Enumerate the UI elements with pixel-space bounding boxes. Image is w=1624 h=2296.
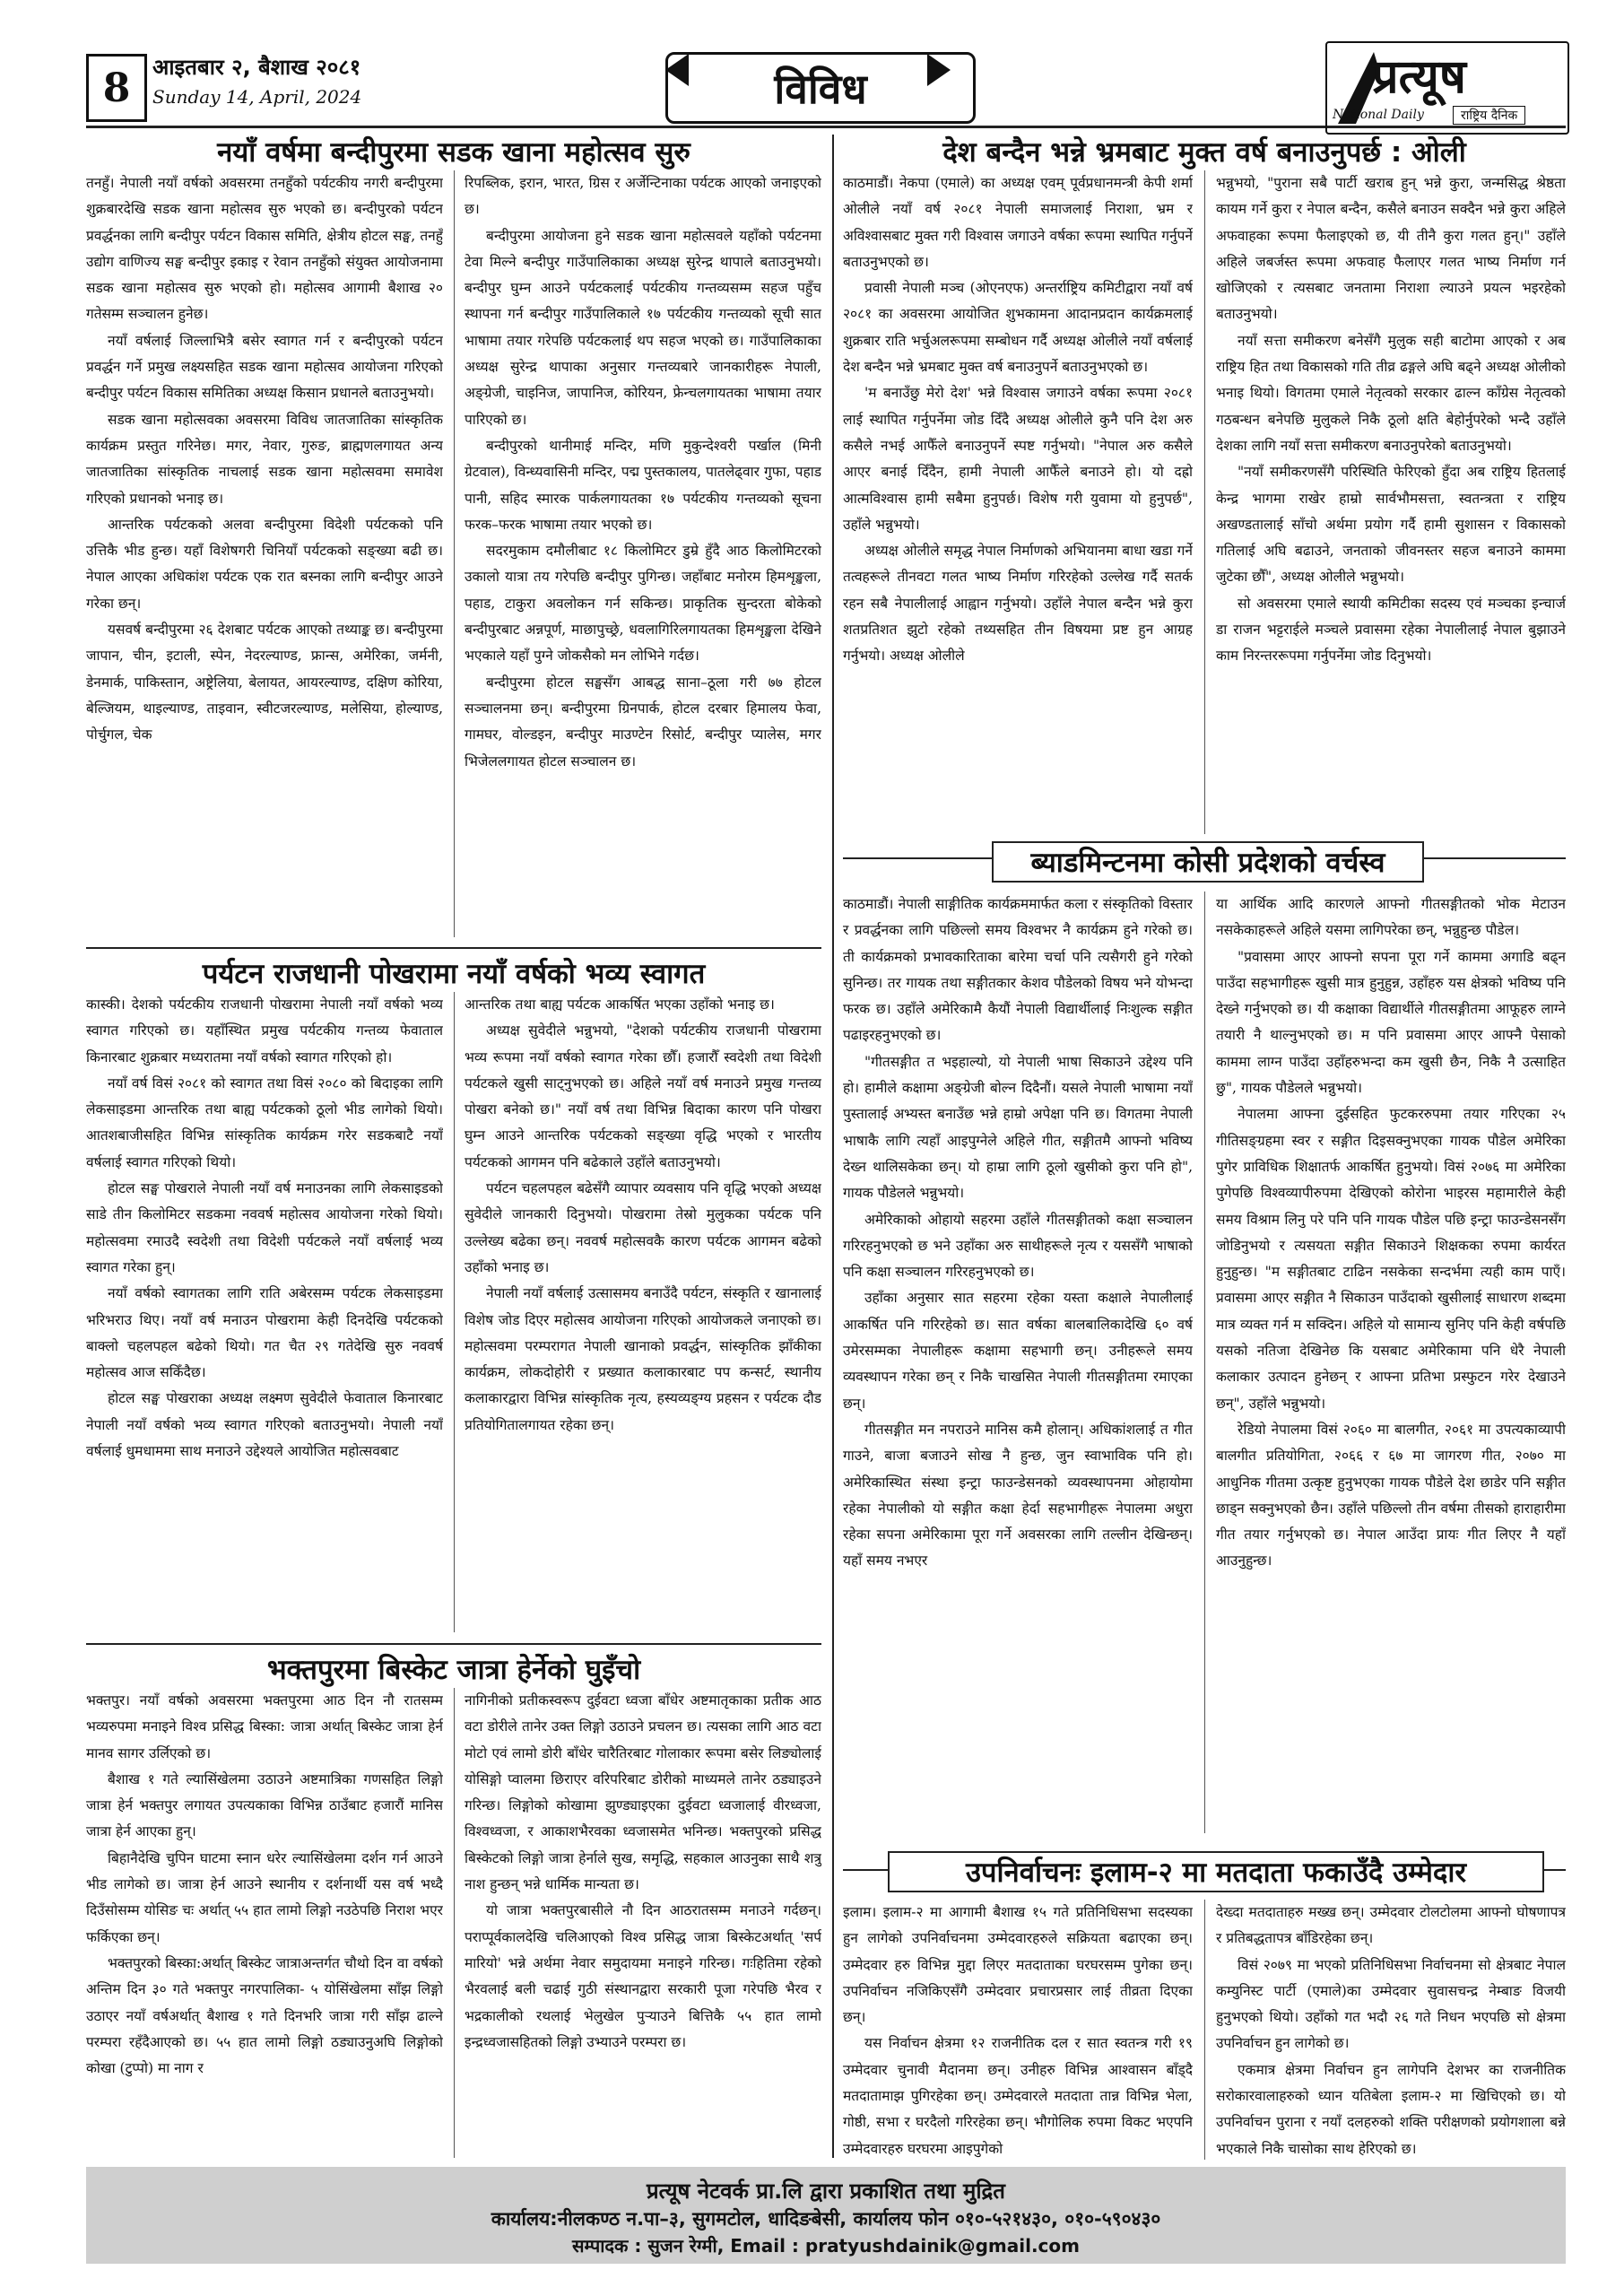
pokhara-col-2 [465,992,821,1632]
paragraph: देख्दा मतदाताहरु मख्ख छन्। उम्मेदवार टोलटोलमा आफ्नो घोषणापत्र र प्रतिबद्धतापत्र बाँडिरहेका छन्। [1216,1904,1566,1947]
paragraph: नेपालमा आफ्ना दुईसहित फुटकररुपमा तयार गरिएका २५ गीतिसङ्ग्रहमा स्वर र सङ्गीत दिइसक्नुभएका गायक पौडेल अमेरिका पुगेर प्राविधिक शिक्षातर्फ आकर्षित हुनुभयो। विसं २०७६ मा अमेरिका पुगेपछि विश्वव्यापीरुपमा देखिएको कोरोना भाइरस महामारीले केही समय विश्राम लिनु परे पनि पनि गायक पौडेल पछि इन्ट्रा फाउन्डेसनसँग जोडिनुभयो र त्यसयता सङ्गीत सिकाउने शिक्षकका रुपमा कार्यरत हुनुहुन्छ। "म सङ्गीतबाट टाढिन नसकेका सन्दर्भमा त्यही काम पाएँ। प्रवासमा आएर सङ्गीत नै सिकाउन पाउँदाको खुसीलाई साधारण शब्दमा मात्र व्यक्त गर्न म सक्दिन। अहिले यो सामान्य सुनिए पनि केही वर्षपछि यसको नतिजा देखिनेछ कि यसबाट अमेरिकामा पनि धेरै नेपाली कलाकार उत्पादन हुनेछन् र आफ्ना प्रतिभा प्रस्फुटन गरेर देखाउने छन्", उहाँले भन्नुभयो। [1216,1106,1566,1412]
paragraph: "नयाँ समीकरणसँगै परिस्थिति फेरिएको हुँदा अब राष्ट्रिय हितलाई केन्द्र भागमा राखेर हाम्रो सार्वभौमसत्ता, स्वतन्त्रता र राष्ट्रिय अखण्डतालाई साँचो अर्थमा प्रयोग गर्दै हामी सुशासन र विकासको गतिलाई अघि बढाउने, जनताको जीवनस्तर सहज बनाउने काममा जुटेका छौँ", अध्यक्ष ओलीले भन्नुभयो। [1216,464,1566,586]
paragraph: बैशाख १ गते ल्यासिंखेलमा उठाउने अष्टमात्रिका गणसहित लिङ्गो जात्रा हेर्न भक्तपुर लगायत उपत्यकाका विभिन्न ठाउँबाट हजारौं मानिस जात्रा हेर्न आएका हुन्। [86,1770,443,1840]
column-divider [1204,891,1205,1833]
paragraph: आन्तरिक तथा बाह्य पर्यटक आकर्षित भएका उहाँको भनाइ छ। [465,996,775,1013]
column-divider [454,992,455,1632]
headline-pokhara: पर्यटन राजधानी पोखरामा नयाँ वर्षको भव्य स्वागत [202,958,706,990]
paragraph: होटल सङ्घ पोखराका अध्यक्ष लक्ष्मण सुवेदीले फेवाताल किनारबाट नेपाली नयाँ वर्षको भव्य स्वागत गरिएको बताउनुभयो। नेपाली नयाँ वर्षलाई धुमधाममा साथ मनाउने उद्देश्यले आयोजित महोत्सवबाट [86,1390,443,1460]
oli-col-2 [1216,170,1566,834]
paragraph: रिपब्लिक, इरान, भारत, ग्रिस र अर्जेन्टिनाका पर्यटक आएको जनाइएको छ। [465,175,821,218]
paragraph: अमेरिकाको ओहायो सहरमा उहाँले गीतसङ्गीतको कक्षा सञ्चालन गरिरहनुभएको छ भने उहाँका अरु साथीहरूले नृत्य र यससँगै भाषाको पनि कक्षा सञ्चालन गरिरहनुभएको छ। [843,1211,1193,1281]
headline-bandipur: नयाँ वर्षमा बन्दीपुरमा सडक खाना महोत्सव सुरु [217,136,690,169]
ilam-col-1 [843,1900,1193,2160]
paragraph: नागिनीको प्रतीकस्वरूप दुईवटा ध्वजा बाँधेर अष्टमातृकाका प्रतीक आठ वटा डोरीले तानेर उक्त लिङ्गो उठाउने प्रचलन छ। त्यसका लागि आठ वटा मोटो एवं लामो डोरी बाँधेर चारैतिरबाट गोलाकार रूपमा बसेर लिङ्योलाई योसिङ्गो प्वालमा छिराएर वरिपरिबाट डोरीको माध्यमले तानेर ठड्याइउने गरिन्छ। लिङ्गोको कोखामा झुण्ड्याइएका दुईवटा ध्वजालाई वीरध्वजा, विश्वध्वजा, र आकाशभैरवका ध्वजासमेत भनिन्छ। भक्तपुरको प्रसिद्ध बिस्केटको लिङ्गो जात्रा हेर्नाले सुख, समृद्धि, सहकाल आउनुका साथै शत्रु नाश हुन्छन् भन्ने धार्मिक मान्यता छ। [465,1692,821,1893]
paragraph: पर्यटन चहलपहल बढेसँगै व्यापार व्यवसाय पनि वृद्धि भएको अध्यक्ष सुवेदीले जानकारी दिनुभयो। पोखरामा तेस्रो मुलुकका पर्यटक पनि उल्लेख्य बढेका छन्। नववर्ष महोत्सवकै कारण पर्यटक आगमन बढेको उहाँको भनाइ छ। [465,1180,821,1275]
paragraph: भक्तपुर। नयाँ वर्षको अवसरमा भक्तपुरमा आठ दिन नौ रातसम्म भव्यरुपमा मनाइने विश्व प्रसिद्ध बिस्का: जात्रा अर्थात् बिस्केट जात्रा हेर्न मानव सागर उर्लिएको छ। [86,1692,443,1761]
page-number: 8 [86,54,147,122]
oli-col-1 [843,170,1193,834]
paragraph: नयाँ वर्ष विसं २०८१ को स्वागत तथा विसं २०८० को बिदाइका लागि लेकसाइडमा आन्तरिक तथा बाह्य पर्यटकको ठूलो भीड लागेको थियो। आतशबाजीसहित विभिन्न सांस्कृतिक कार्यक्रम गरेर सडकबाटै नयाँ वर्षलाई स्वागत गरिएको थियो। [86,1074,443,1170]
bandipur-col-1 [86,170,443,937]
paragraph: अध्यक्ष ओलीले समृद्ध नेपाल निर्माणको अभियानमा बाधा खडा गर्ने तत्वहरूले तीनवटा गलत भाष्य निर्माण गरिरहेको उल्लेख गर्दै सतर्क रहन सबै नेपालीलाई आह्वान गर्नुभयो। उहाँले नेपाल बन्दैन भन्ने कुरा शतप्रतिशत झुटो रहेको तथ्यसहित तीन विषयमा प्रष्ट हुन आग्रह गर्नुभयो। अध्यक्ष ओलीले [843,543,1193,665]
page-footer [86,2167,1566,2264]
paragraph: नयाँ वर्षलाई जिल्लाभित्रै बसेर स्वागत गर्न र बन्दीपुरको पर्यटन प्रवर्द्धन गर्ने प्रमुख लक्ष्यसहित सडक खाना महोत्सव आयोजना गरिएको बन्दीपुर पर्यटन विकास समितिका अध्यक्ष किसान प्रधानले बताउनुभयो। [86,332,443,402]
paragraph: भन्नुभयो, "पुराना सबै पार्टी खराब हुन् भन्ने कुरा, जन्मसिद्ध श्रेष्ठता कायम गर्ने कुरा र नेपाल बन्दैन, कसैले बनाउन सक्दैन भन्ने कुरा अहिले अफवाहका रूपमा फैलाइएको छ, यी तीनै कुरा गलत हुन्।" उहाँले अहिले जबर्जस्त रूपमा अफवाह फैलाएर गलत भाष्य निर्माण गर्न खोजिएको र त्यसबाट जनतामा निराशा ल्याउने प्रयत्न भइरहेको बताउनुभयो। [1216,175,1566,323]
paragraph: रेडियो नेपालमा विसं २०६० मा बालगीत, २०६१ मा उपत्यकाव्यापी बालगीत प्रतियोगिता, २०६६ र ६७ मा जागरण गीत, २०७० मा आधुनिक गीतमा उत्कृष्ट हुनुभएका गायक पौडेले देश छाडेर पनि सङ्गीत छाड्न सक्नुभएको छैन। उहाँले पछिल्लो तीन वर्षमा तीसको हाराहारीमा गीत तयार गर्नुभएको छ। नेपाल आउँदा प्रायः गीत लिएर नै यहाँ आउनुहुन्छ। [1216,1421,1566,1570]
headline-badminton: ब्याडमिन्टनमा कोसी प्रदेशको वर्चस्व [992,841,1424,883]
bhaktapur-col-1 [86,1688,443,2158]
paragraph: यस निर्वाचन क्षेत्रमा १२ राजनीतिक दल र सात स्वतन्त्र गरी १९ उम्मेदवार चुनावी मैदानमा छन्। उनीहरु विभिन्न आश्वासन बाँड्दै मतदातामाझ पुगिरहेका छन्। उम्मेदवारले मतदाता तान्न विभिन्न भेला, गोष्ठी, सभा र घरदैलो गरिरहेका छन्। भौगोलिक रुपमा विकट भएपनि उम्मेदवारहरु घरघरमा आइपुगेको [843,2035,1193,2157]
column-divider [1204,170,1205,834]
paragraph: यो जात्रा भक्तपुरबासीले नौ दिन आठरातसम्म मनाउने गर्दछन्। पराप्पूर्वकालदेखि चलिआएको विश्व प्रसिद्ध जात्रा बिस्केटअर्थात् 'सर्प मारियो' भन्ने अर्थमा नेवार समुदायमा मनाइने गरिन्छ। गःहितिमा रहेको भैरवलाई बली चढाई गुठी संस्थानद्वारा सरकारी पूजा गरेपछि भैरव र भद्रकालीको रथलाई भेलुखेल पुऱ्याउने बित्तिकै ५५ हात लामो इन्द्रध्वजासहितको लिङ्गो उभ्याउने परम्परा छ। [465,1902,821,2050]
paragraph: सदरमुकाम दमौलीबाट १८ किलोमिटर डुम्रे हुँदै आठ किलोमिटरको उकालो यात्रा तय गरेपछि बन्दीपुर पुगिन्छ। जहाँबाट मनोरम हिमशृङ्खला, पहाड, टाकुरा अवलोकन गर्न सकिन्छ। प्राकृतिक सुन्दरता बोकेको बन्दीपुरबाट अन्नपूर्ण, माछापुच्छ्रे, धवलागिरिलगायतका हिमशृङ्खला देखिने भएकाले यहाँ पुग्ने जोकसैको मन लोभिने गर्दछ। [465,543,821,665]
paragraph: अध्यक्ष सुवेदीले भन्नुभयो, "देशको पर्यटकीय राजधानी पोखरामा भव्य रूपमा नयाँ वर्षको स्वागत गरेका छौँ। हजारौँ स्वदेशी तथा विदेशी पर्यटकले खुसी साट्नुभएको छ। अहिले नयाँ वर्ष मनाउने प्रमुख गन्तव्य पोखरा बनेको छ।" नयाँ वर्ष तथा विभिन्न बिदाका कारण पनि पोखरा घुम्न आउने आन्तरिक पर्यटकको सङ्ख्या वृद्धि भएको र भारतीय पर्यटकको आगमन पनि बढेकाले उहाँले बताउनुभयो। [465,1022,821,1170]
column-divider [454,1688,455,2158]
paragraph: इलाम। इलाम-२ मा आगामी बैशाख १५ गते प्रतिनिधिसभा सदस्यका हुन लागेको उपनिर्वाचनमा उम्मेदवारहरुले सक्रियता बढाएका छन्। उम्मेदवार हरु विभिन्न मुद्दा लिएर मतदाताका घरघरसम्म पुगेका छन्। उपनिर्वाचन नजिकिएसँगै उम्मेदवार प्रचारप्रसार लाई तीव्रता दिएका छन्। [843,1904,1193,2026]
paragraph: काठमाडौं। नेकपा (एमाले) का अध्यक्ष एवम् पूर्वप्रधानमन्त्री केपी शर्मा ओलीले नयाँ वर्ष २०८१ नेपाली समाजलाई निराशा, भ्रम र अविश्वासबाट मुक्त गरी विश्वास जगाउने वर्षका रूपमा स्थापित गर्नुपर्ने बताउनुभएको छ। [843,175,1193,270]
bhaktapur-col-2 [465,1688,821,2158]
paragraph: आन्तरिक पर्यटकको अलवा बन्दीपुरमा विदेशी पर्यटकको पनि उत्तिकै भीड हुन्छ। यहाँ विशेषगरी चिनियाँ पर्यटकको सङ्ख्या बढी छ। नेपाल आएका अधिकांश पर्यटक एक रात बस्नका लागि बन्दीपुर आउने गरेका छन्। [86,516,443,612]
footer-address: कार्यालय:नीलकण्ठ न.पा–३, सुगमटोल, धादिङबेसी, कार्यालय फोन ०१०-५२१४३०, ०१०-५९०४३० [491,2208,1161,2230]
paragraph: होटल सङ्घ पोखराले नेपाली नयाँ वर्ष मनाउनका लागि लेकसाइडको साडे तीन किलोमिटर सडकमा नववर्ष महोत्सव आयोजना गरेको थियो। महोत्सवमा रमाउदै स्वदेशी तथा विदेशी पर्यटकले नयाँ वर्षलाई भव्य स्वागत गरेका हुन्। [86,1180,443,1275]
section-rule [86,947,821,949]
logo-tagline-en: National Daily [1333,108,1424,122]
pokhara-col-1 [86,992,443,1632]
paragraph: सो अवसरमा एमाले स्थायी कमिटीका सदस्य एवं मञ्चका इन्चार्ज डा राजन भट्टराईले मञ्चले प्रवासमा रहेका नेपालीलाई नेपाल बुझाउने काम निरन्तररूपमा गर्नुपर्नेमा जोड दिनुभयो। [1216,595,1566,665]
paragraph: भक्तपुरको बिस्का:अर्थात् बिस्केट जात्राअन्तर्गत चौथो दिन वा वर्षको अन्तिम दिन ३० गते भक्तपुर नगरपालिका- ५ योसिंखेलमा साँझ लिङ्गो उठाएर नयाँ वर्षअर्थात् बैशाख १ गते दिनभरि जात्रा गरी साँझ ढाल्ने परम्परा रहँदैआएको छ। ५५ हात लामो लिङ्गो ठड्याउनुअघि लिङ्गोको कोखा (टुप्पो) मा नाग र [86,1954,443,2077]
paragraph: सडक खाना महोत्सवका अवसरमा विविध जातजातिका सांस्कृतिक कार्यक्रम प्रस्तुत गरिनेछ। मगर, नेवार, गुरुङ, ब्राह्मणलगायत अन्य जातजातिका सांस्कृतिक नाचलाई सडक खाना महोत्सवमा समावेश गरिएको प्रधानको भनाइ छ। [86,411,443,507]
headline-oli: देश बन्दैन भन्ने भ्रमबाट मुक्त वर्ष बनाउनुपर्छ : ओली [942,136,1466,169]
date-nepali: आइतबार २, बैशाख २०८१ [152,55,361,80]
paragraph: गीतसङ्गीत मन नपराउने मानिस कमै होलान्। अधिकांशलाई त गीत गाउने, बाजा बजाउने सोख नै हुन्छ, जुन स्वाभाविक पनि हो। अमेरिकास्थित संस्था इन्ट्रा फाउन्डेसनको व्यवस्थापनमा ओहायोमा रहेका नेपालीको यो सङ्गीत कक्षा हेर्दा सहभागीहरू नेपालमा अधुरा रहेका सपना अमेरिकामा पूरा गर्ने अवसरका लागि तल्लीन देखिन्छन्। यहाँ समय नभएर [843,1421,1193,1570]
headline-ilam: उपनिर्वाचनः इलाम-२ मा मतदाता फकाउँदै उम्मेदार [888,1851,1544,1892]
ilam-col-2 [1216,1900,1566,2160]
column-divider [1204,1900,1205,2160]
bandipur-col-2 [465,170,821,937]
paragraph: काठमाडौं। नेपाली साङ्गीतिक कार्यक्रममार्फत कला र संस्कृतिको विस्तार र प्रवर्द्धनका लागि पछिल्लो समय विश्वभर नै कार्यक्रम हुने गरेको छ। ती कार्यक्रमको प्रभावकारिताका बारेमा चर्चा पनि त्यसैगरी हुने गरेको सुनिन्छ। तर गायक तथा सङ्गीतकार केशव पौडेलको विषय भने योभन्दा फरक छ। उहाँले अमेरिकामै कैयौं नेपाली विद्यार्थीलाई निःशुल्क सङ्गीत पढाइरहनुभएको छ। [843,896,1193,1044]
column-divider [454,170,455,937]
paragraph: उहाँका अनुसार सात सहरमा रहेका यस्ता कक्षाले नेपालीलाई आकर्षित पनि गरिरहेको छ। सात वर्षका बालबालिकादेखि ६० वर्ष उमेरसम्मका नेपालीहरू कक्षामा सहभागी छन्। उनीहरूले समय व्यवस्थापन गरेका छन् र निकै चाखसित नेपाली गीतसङ्गीतमा रमाएका छन्। [843,1290,1193,1412]
paragraph: विसं २०७९ मा भएको प्रतिनिधिसभा निर्वाचनमा सो क्षेत्रबाट नेपाल कम्युनिस्ट पार्टी (एमाले)का उम्मेदवार सुवासचन्द्र नेम्बाङ विजयी हुनुभएको थियो। उहाँको गत भदौ २६ गते निधन भएपछि सो क्षेत्रमा उपनिर्वाचन हुन लागेको छ। [1216,1956,1566,2052]
page-column-divider [832,135,834,2158]
paragraph: या आर्थिक आदि कारणले आफ्नो गीतसङ्गीतको भोक मेटाउन नसकेकाहरूले अहिले यसमा लागिपरेका छन्, भन्नुहुन्छ पौडेल। [1216,896,1566,939]
paragraph: नयाँ सत्ता समीकरण बनेसँगै मुलुक सही बाटोमा आएको र अब राष्ट्रिय हित तथा विकासको गति तीव्र ढङ्गले अघि बढ्ने अध्यक्ष ओलीको भनाइ थियो। विगतमा एमाले नेतृत्वको सरकार ढाल्न काँग्रेस नेतृत्वको गठबन्धन बनेपछि मुलुकले निकै ठूलो क्षति बेहोर्नुपरेको भन्दै उहाँले देशका लागि नयाँ सत्ता समीकरण बनाउनुपरेको बताउनुभयो। [1216,332,1566,454]
arrow-left-icon [665,54,689,86]
badminton-col-1 [843,891,1193,1833]
headline-bhaktapur: भक्तपुरमा बिस्केट जात्रा हेर्नेको घुइँचो [266,1654,641,1686]
date-english: Sunday 14, April, 2024 [152,86,362,108]
paragraph: बन्दीपुरको थानीमाई मन्दिर, मणि मुकुन्देश्वरी पर्खाल (मिनी ग्रेटवाल), विन्ध्यवासिनी मन्दिर, पद्म पुस्तकालय, पातलेढ्वार गुफा, पहाड पानी, सहिद स्मारक पार्कलगायतका १७ पर्यटकीय गन्तव्यको सूचना फरक–फरक भाषामा तयार भएको छ। [465,437,821,533]
paragraph: बन्दीपुरमा आयोजना हुने सडक खाना महोत्सवले यहाँको पर्यटनमा टेवा मिल्ने बन्दीपुर गाउँपालिकाका अध्यक्ष सुरेन्द्र थापाले बताउनुभयो। बन्दीपुर घुम्न आउने पर्यटकलाई पर्यटकीय गन्तव्यसम्म सहज पहुँच स्थापना गर्न बन्दीपुर गाउँपालिकाले १७ पर्यटकीय गन्तव्यको सूची सात भाषामा तयार गरेपछि पर्यटकलाई थप सहज भएको छ। गाउँपालिकाका अध्यक्ष सुरेन्द्र थापाका अनुसार गन्तव्यबारे जानकारीहरू नेपाली, अङ्ग्रेजी, चाइनिज, जापानिज, कोरियन, फ्रेन्चलगायतका भाषामा तयार पारिएको छ। [465,227,821,428]
paragraph: कास्की। देशको पर्यटकीय राजधानी पोखरामा नेपाली नयाँ वर्षको भव्य स्वागत गरिएको छ। यहाँस्थित प्रमुख पर्यटकीय गन्तव्य फेवाताल किनारबाट शुक्रबार मध्यरातमा नयाँ वर्षको स्वागत गरिएको हो। [86,996,443,1065]
paragraph: प्रवासी नेपाली मञ्च (ओएनएफ) अन्तर्राष्ट्रिय कमिटीद्वारा नयाँ वर्ष २०८१ का अवसरमा आयोजित शुभकामना आदानप्रदान कार्यक्रमलाई शुक्रबार राति भर्चुअलरूपमा सम्बोधन गर्दै अध्यक्ष ओलीले नयाँ वर्षलाई देश बन्दैन भन्ने भ्रमबाट मुक्त वर्ष बनाउनुपर्ने बताउनुभएको छ। [843,280,1193,376]
arrow-right-icon [927,54,951,86]
badminton-col-2 [1216,891,1566,1833]
paragraph: एकमात्र क्षेत्रमा निर्वाचन हुन लागेपनि देशभर का राजनीतिक सरोकारवालाहरुको ध्यान यतिबेला इलाम-२ मा खिचिएको छ। यो उपनिर्वाचन पुराना र नयाँ दलहरुको शक्ति परीक्षणको प्रयोगशाला बन्ने भएकाले निकै चासोका साथ हेरिएको छ। [1216,2061,1566,2157]
footer-editor-email: सम्पादक : सुजन रेग्मी, Email : pratyushdainik@gmail.com [571,2235,1080,2257]
section-rule [86,1643,821,1645]
section-title: विविध [665,52,976,124]
paragraph: नेपाली नयाँ वर्षलाई उत्सासमय बनाउँदै पर्यटन, संस्कृति र खानालाई विशेष जोड दिएर महोत्सव आयोजना गरिएको आयोजकले जनाएको छ। महोत्सवमा परम्परागत नेपाली खानाको प्रवर्द्धन, सांस्कृतिक झाँकीका कार्यक्रम, लोकदोहोरी र प्रख्यात कलाकारबाट पप कन्सर्ट, स्थानीय कलाकारद्वारा विभिन्न सांस्कृतिक नृत्य, हस्यव्यङ्ग्य प्रहसन र पर्यटक दौड प्रतियोगितालगायत रहेका छन्। [465,1285,821,1433]
paragraph: "गीतसङ्गीत त भइहाल्यो, यो नेपाली भाषा सिकाउने उद्देश्य पनि हो। हामीले कक्षामा अङ्ग्रेजी बोल्न दिदैनौं। यसले नेपाली भाषामा नयाँ पुस्तालाई अभ्यस्त बनाउँछ भन्ने हाम्रो अपेक्षा पनि छ। विगतमा नेपाली भाषाकै लागि त्यहाँ आइपुग्नेले अहिले गीत, सङ्गीतमै आफ्नो भविष्य देख्न थालिसकेका छन्। यो हाम्रा लागि ठूलो खुसीको कुरा पनि हो", गायक पौडेलले भन्नुभयो। [843,1053,1193,1202]
footer-publisher: प्रत्यूष नेटवर्क प्रा.लि द्वारा प्रकाशित तथा मुद्रित [646,2179,1005,2204]
paragraph: तनहुँ। नेपाली नयाँ वर्षको अवसरमा तनहुँको पर्यटकीय नगरी बन्दीपुरमा शुक्रबारदेखि सडक खाना महोत्सव सुरु भएको छ। बन्दीपुरको पर्यटन प्रवर्द्धनका लागि बन्दीपुर पर्यटन विकास समिति, क्षेत्रीय होटल सङ्घ, तनहुँ उद्योग वाणिज्य सङ्घ बन्दीपुर इकाइ र रेवान तनहुँको संयुक्त आयोजनामा सडक खाना महोत्सव सुरु भएको हो। महोत्सव आगामी बैशाख २० गतेसम्म सञ्चालन हुनेछ। [86,175,443,323]
paragraph: नयाँ वर्षको स्वागतका लागि राति अबेरसम्म पर्यटक लेकसाइडमा भरिभराउ थिए। नयाँ वर्ष मनाउन पोखरामा केही दिनदेखि पर्यटकको बाक्लो चहलपहल बढेको थियो। गत चैत २९ गतेदेखि सुरु नववर्ष महोत्सव आज सकिँदैछ। [86,1285,443,1381]
logo-tagline-np: राष्ट्रिय दैनिक [1453,106,1525,125]
paragraph: बन्दीपुरमा होटल सङ्घसँग आबद्ध साना–ठूला गरी ७७ होटल सञ्चालनमा छन्। बन्दीपुरमा ग्रिनपार्क, होटल दरबार हिमालय फेवा, गामघर, वोल्डइन, बन्दीपुर माउण्टेन रिसोर्ट, बन्दीपुर प्यालेस, मगर भिजेललगायत होटल सञ्चालन छ। [465,674,821,770]
logo-name: प्रत्यूष [1372,49,1466,104]
paragraph: यसवर्ष बन्दीपुरमा २६ देशबाट पर्यटक आएको तथ्याङ्क छ। बन्दीपुरमा जापान, चीन, इटाली, स्पेन, नेदरल्याण्ड, फ्रान्स, अमेरिका, जर्मनी, डेनमार्क, पाकिस्तान, अष्ट्रेलिया, बेलायत, आयरल्याण्ड, दक्षिण कोरिया, बेल्जियम, थाइल्याण्ड, ताइवान, स्वीटजरल्याण्ड, मलेसिया, होल्याण्ड, पोर्चुगल, चेक [86,622,443,744]
paragraph: 'म बनाउँछु मेरो देश' भन्ने विश्वास जगाउने वर्षका रूपमा २०८१ लाई स्थापित गर्नुपर्नेमा जोड दिँदै अध्यक्ष ओलीले कुनै पनि देश अरु कसैले नभई आफैँले बनाउनुपर्ने स्पष्ट गर्नुभयो। "नेपाल अरु कसैले आएर बनाई दिँदैन, हामी नेपाली आफैँले बनाउने हो। यो दह्रो आत्मविश्वास हामी सबैमा हुनुपर्छ। विशेष गरी युवामा यो हुनुपर्छ", उहाँले भन्नुभयो। [843,385,1193,533]
paragraph: बिहानैदेखि चुपिन घाटमा स्नान धरेर ल्यासिंखेलमा दर्शन गर्न आउने भीड लागेको छ। जात्रा हेर्न आउने स्थानीय र दर्शनार्थी यस वर्ष भध्दै दिउँसोसम्म योसिङ चः अर्थात् ५५ हात लामो लिङ्गो नउठेपछि निराश भएर फर्किएका छन्। [86,1849,443,1945]
paragraph: "प्रवासमा आएर आफ्नो सपना पूरा गर्ने काममा अगाडि बढ्न पाउँदा सहभागीहरू खुसी मात्र हुनुहुन्न, उहाँहरु यस क्षेत्रको भविष्य पनि देख्ने गर्नुभएको छ। यी कक्षाका विद्यार्थीले गीतसङ्गीतमा आफूहरु लाग्ने तयारी नै थाल्नुभएको छ। म पनि प्रवासमा आएर आफ्नै पेसाको काममा लाग्न पाउँदा उहाँहरुभन्दा कम खुसी छैन, निकै नै उत्साहित छु", गायक पौडेलले भन्नुभयो। [1216,948,1566,1097]
